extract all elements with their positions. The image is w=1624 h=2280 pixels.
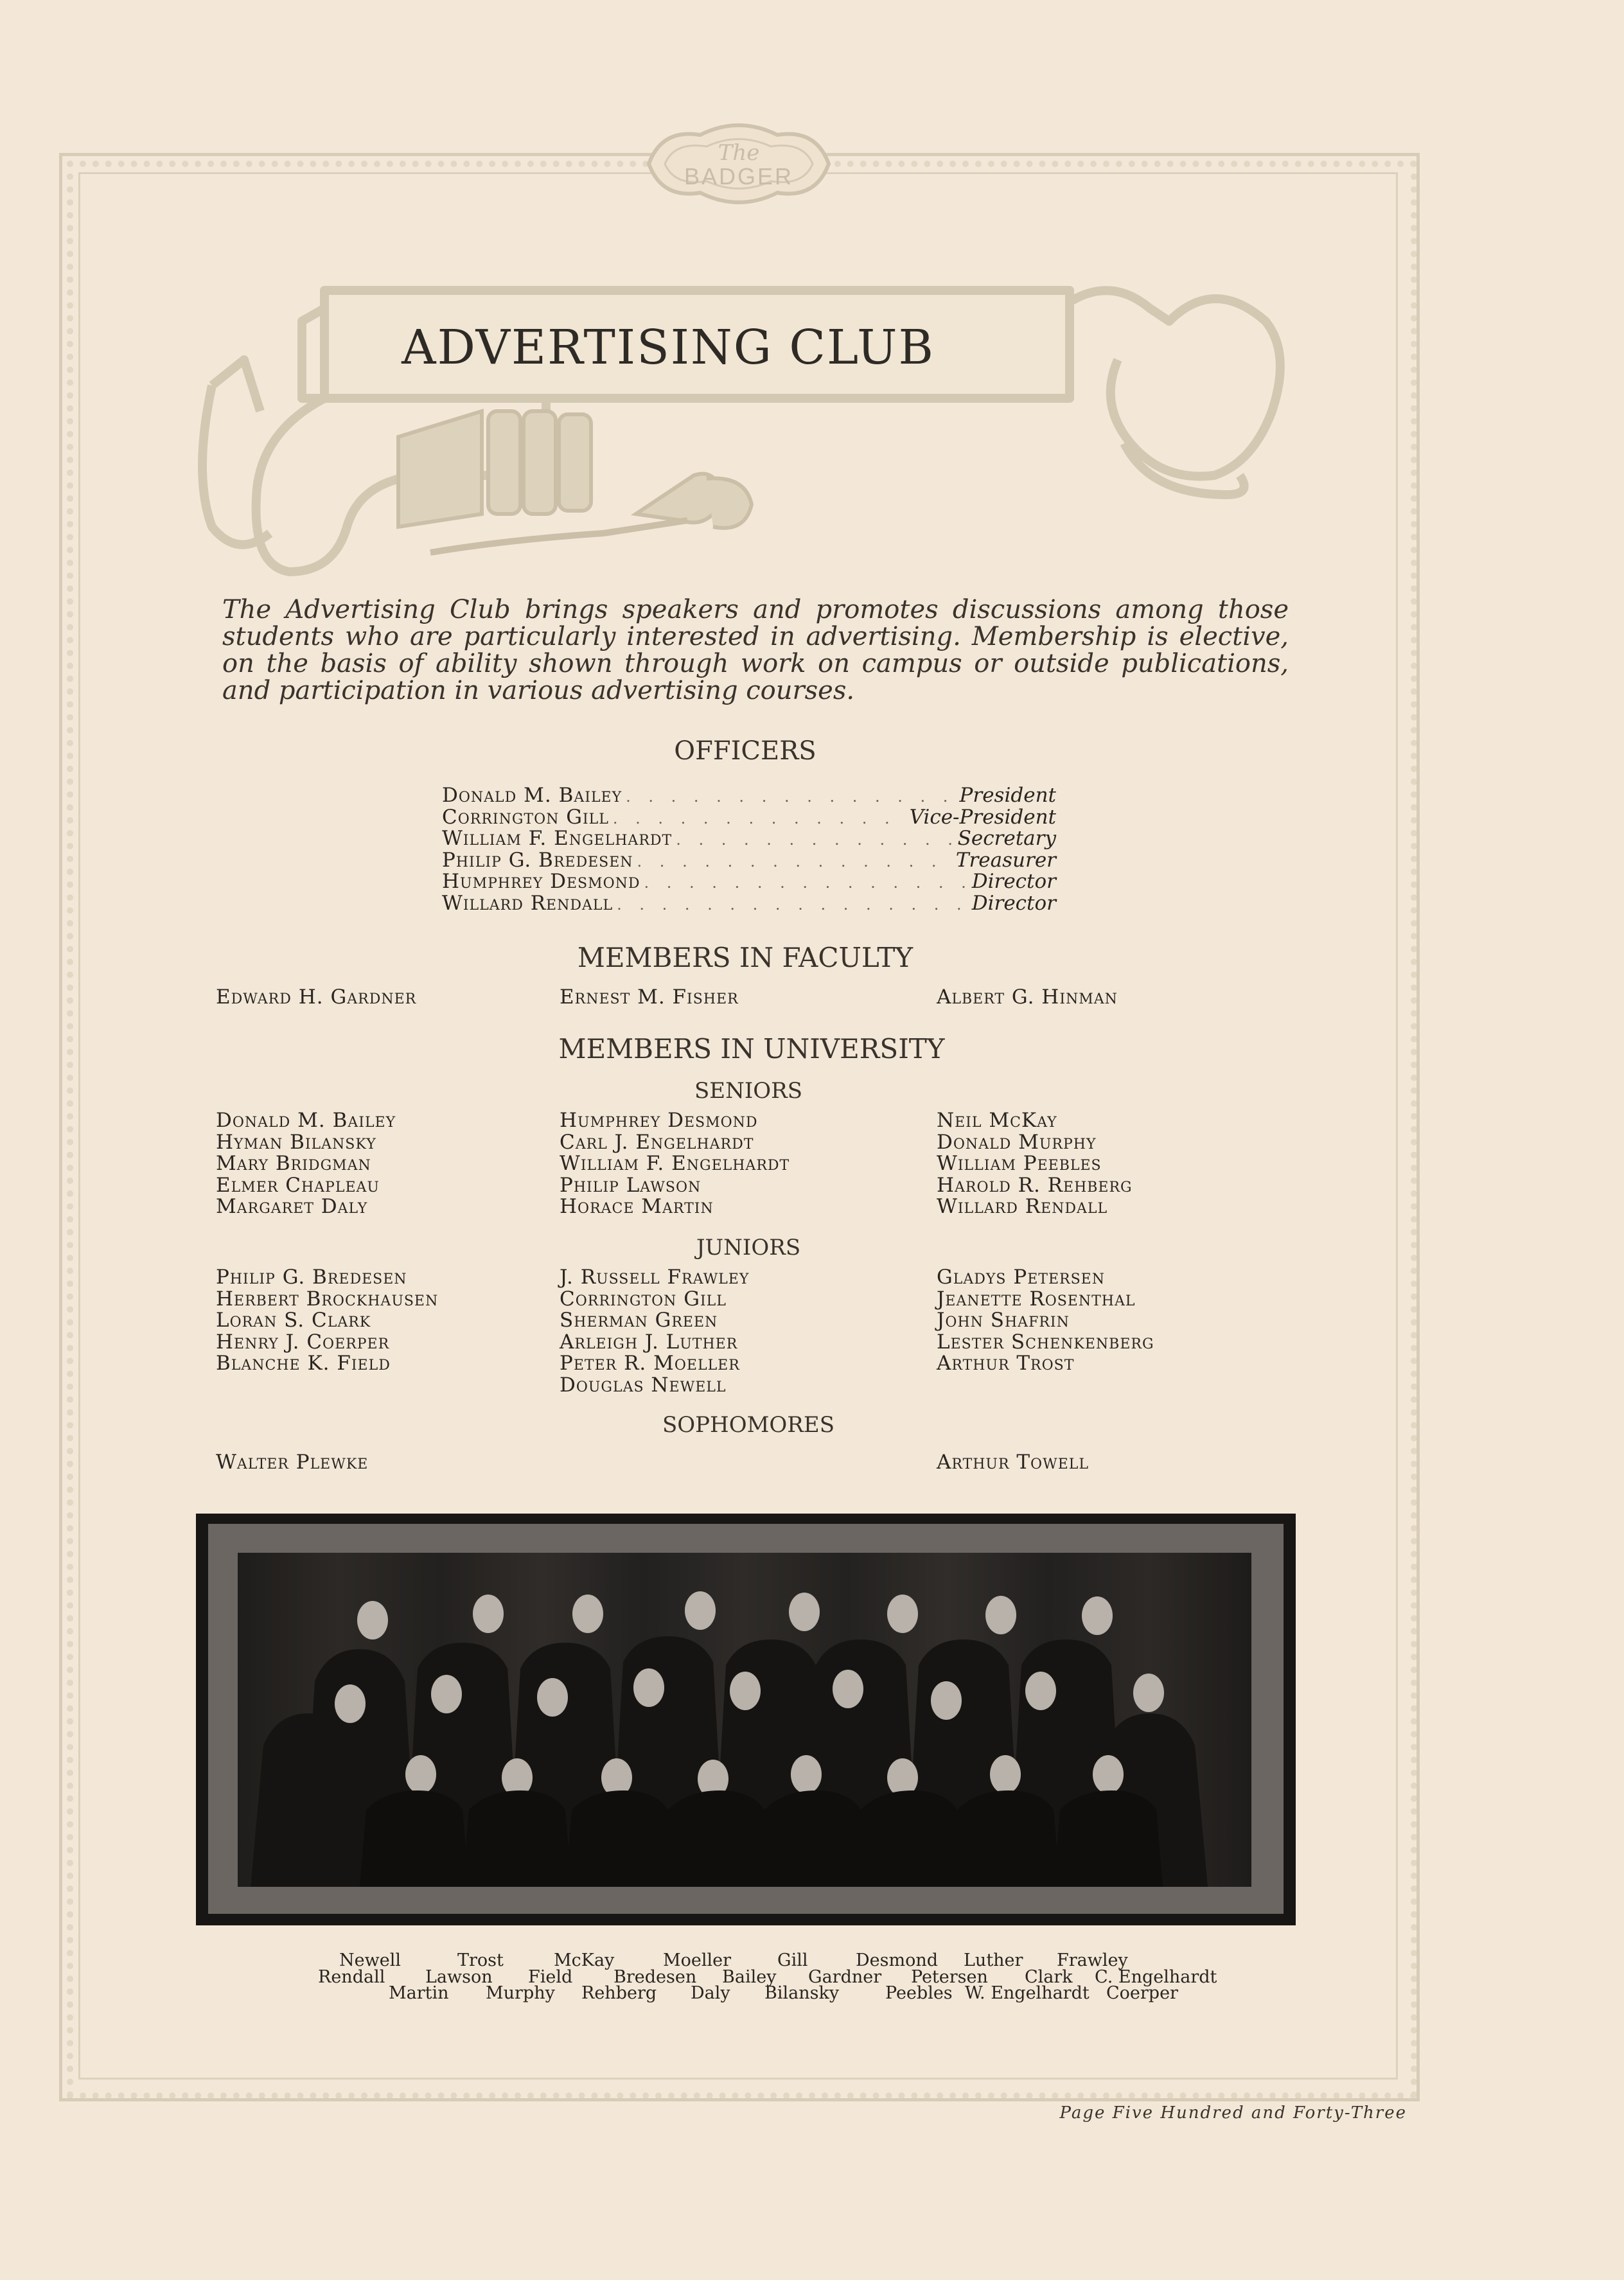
member-name: William Peebles (937, 1152, 1102, 1175)
caption-name: Clark (1025, 1967, 1073, 1987)
caption-name: Moeller (663, 1950, 732, 1970)
officer-role: Director (971, 870, 1056, 893)
group-photo-icon (238, 1553, 1251, 1887)
caption-name: Gill (777, 1950, 808, 1970)
member-name: Margaret Daly (216, 1195, 368, 1218)
member-name: Herbert Brockhausen (216, 1287, 439, 1311)
caption-name: Trost (457, 1950, 504, 1970)
caption-name: Luther (964, 1950, 1023, 1970)
leader-dots (644, 874, 968, 892)
member-name: Douglas Newell (560, 1373, 727, 1397)
group-photo (238, 1553, 1251, 1887)
sophomores-heading: SOPHOMORES (662, 1412, 834, 1438)
juniors-column-1 (216, 1267, 438, 1375)
leader-dots (617, 896, 968, 914)
juniors-heading: JUNIORS (696, 1235, 801, 1260)
caption-name: Bredesen (613, 1967, 697, 1987)
leader-dots (637, 853, 952, 870)
seniors-column-3 (937, 1110, 1133, 1218)
caption-name: Daly (691, 1983, 730, 2003)
member-name: William F. Engelhardt (560, 1152, 790, 1175)
member-name: Philip Lawson (560, 1173, 702, 1197)
faculty-name: Albert G. Hinman (937, 985, 1118, 1009)
officer-row (442, 849, 1056, 870)
member-name: Mary Bridgman (216, 1152, 371, 1175)
officer-name: William F. Engelhardt (442, 827, 673, 850)
member-name: Donald Murphy (937, 1130, 1097, 1154)
member-name: Henry J. Coerper (216, 1330, 390, 1354)
officer-name: Humphrey Desmond (442, 870, 640, 893)
officer-name: Donald M. Bailey (442, 784, 622, 807)
juniors-column-3 (937, 1267, 1154, 1375)
caption-name: Lawson (425, 1967, 493, 1987)
university-heading: MEMBERS IN UNIVERSITY (558, 1033, 945, 1065)
member-name: Elmer Chapleau (216, 1173, 380, 1197)
officer-role: Treasurer (955, 848, 1056, 872)
member-name: Gladys Petersen (937, 1266, 1105, 1289)
caption-name: Rehberg (581, 1983, 657, 2003)
caption-name: McKay (554, 1950, 615, 1970)
leader-dots (626, 788, 955, 806)
member-name: Blanche K. Field (216, 1352, 391, 1375)
member-name: Arleigh J. Luther (560, 1330, 738, 1354)
faculty-name: Ernest M. Fisher (560, 985, 739, 1009)
member-name: Arthur Towell (937, 1451, 1089, 1474)
member-name: Harold R. Rehberg (937, 1173, 1133, 1197)
officer-row (442, 892, 1056, 914)
officer-row (442, 806, 1056, 827)
member-name: Philip G. Bredesen (216, 1266, 407, 1289)
officer-name: Philip G. Bredesen (442, 848, 633, 872)
caption-name: C. Engelhardt (1095, 1967, 1217, 1987)
caption-name: Rendall (318, 1967, 385, 1987)
member-name: Humphrey Desmond (560, 1109, 758, 1132)
page-number: Page Five Hundred and Forty-Three (1059, 2103, 1407, 2123)
caption-name: Martin (389, 1983, 449, 2003)
member-name: Willard Rendall (937, 1195, 1108, 1218)
officers-heading: OFFICERS (674, 736, 816, 766)
seniors-column-1 (216, 1110, 396, 1218)
member-name: John Shafrin (937, 1309, 1070, 1332)
caption-name: Field (528, 1967, 573, 1987)
caption-name: Desmond (856, 1950, 939, 1970)
officer-name: Corrington Gill (442, 805, 609, 829)
caption-row-3 (0, 1983, 1624, 2002)
member-name: Donald M. Bailey (216, 1109, 396, 1132)
officers-list (442, 784, 1056, 913)
cartouche-badger: BADGER (684, 163, 794, 190)
member-name: Carl J. Engelhardt (560, 1130, 754, 1154)
officer-role: President (959, 784, 1056, 807)
caption-name: Peebles (885, 1983, 953, 2003)
officer-row (442, 870, 1056, 892)
caption-name: Bilansky (764, 1983, 840, 2003)
seniors-heading: SENIORS (694, 1078, 803, 1104)
page-title: ADVERTISING CLUB (402, 320, 935, 375)
member-name: Neil McKay (937, 1109, 1057, 1132)
member-name: Walter Plewke (216, 1451, 369, 1474)
member-name: Loran S. Clark (216, 1309, 371, 1332)
caption-name: Petersen (911, 1967, 988, 1987)
caption-name: Coerper (1106, 1983, 1178, 2003)
officer-role: Secretary (957, 827, 1056, 850)
member-name: Arthur Trost (937, 1352, 1075, 1375)
caption-name: Bailey (722, 1967, 777, 1987)
member-name: Sherman Green (560, 1309, 718, 1332)
faculty-heading: MEMBERS IN FACULTY (577, 942, 914, 973)
faculty-name: Edward H. Gardner (216, 985, 417, 1009)
officer-row (442, 784, 1056, 806)
caption-name: Murphy (486, 1983, 555, 2003)
officer-row (442, 827, 1056, 849)
cartouche-the: The (718, 140, 760, 166)
member-name: Peter R. Moeller (560, 1352, 740, 1375)
leader-dots (613, 809, 906, 827)
intro-paragraph: The Advertising Club brings speakers and promotes discussions among those students who are particularly interested in advertising. Membership is elective, on the basis of ability shown through work on campus or outside publications, and participation in various advertising courses. (222, 595, 1289, 705)
caption-name: Newell (339, 1950, 401, 1970)
member-name: Horace Martin (560, 1195, 714, 1218)
caption-name: W. Engelhardt (965, 1983, 1090, 2003)
juniors-column-2 (560, 1267, 749, 1396)
officer-name: Willard Rendall (442, 891, 613, 915)
seniors-column-2 (560, 1110, 790, 1218)
member-name: J. Russell Frawley (560, 1266, 750, 1289)
leader-dots (676, 831, 953, 849)
member-name: Jeanette Rosenthal (937, 1287, 1136, 1311)
member-name: Hyman Bilansky (216, 1130, 376, 1154)
member-name: Lester Schenkenberg (937, 1330, 1154, 1354)
member-name: Corrington Gill (560, 1287, 727, 1311)
caption-name: Frawley (1057, 1950, 1128, 1970)
caption-name: Gardner (808, 1967, 882, 1987)
officer-role: Vice-President (909, 805, 1056, 829)
officer-role: Director (971, 891, 1056, 915)
